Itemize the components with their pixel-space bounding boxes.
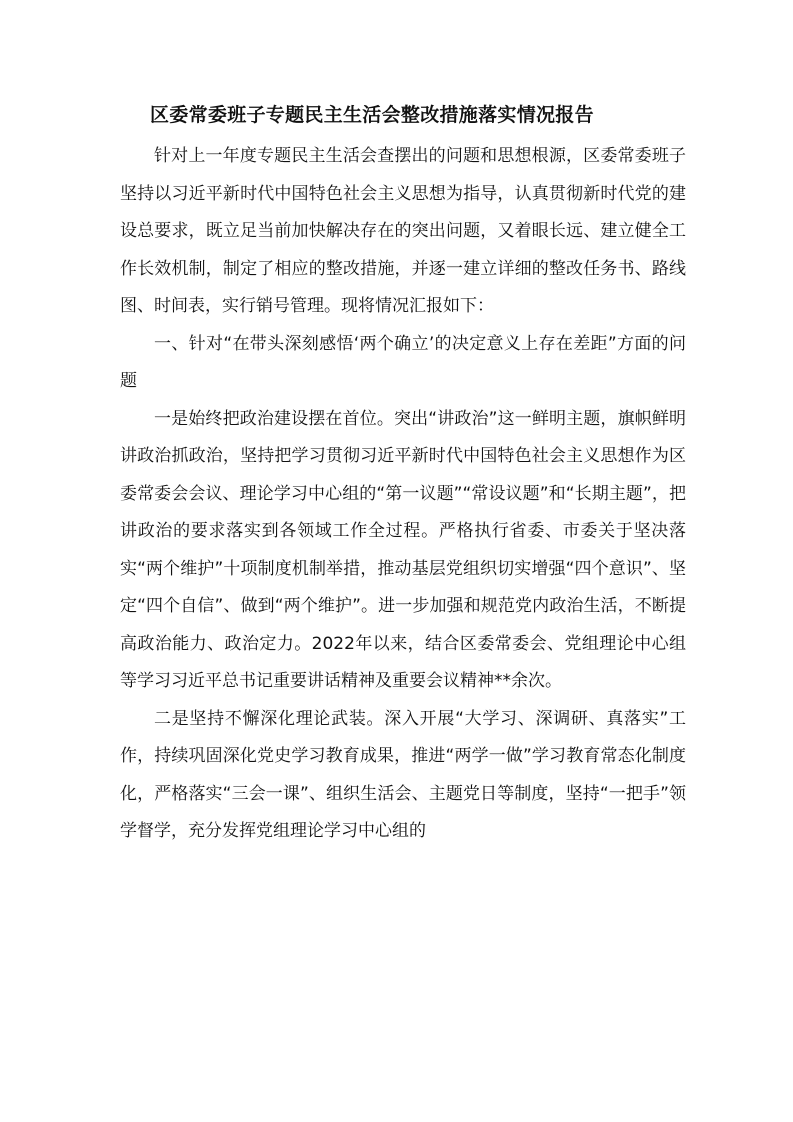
intro-paragraph: 针对上一年度专题民主生活会查摆出的问题和思想根源，区委常委班子坚持以习近平新时代中国特色社会主义思想为指导，认真贯彻新时代党的建设总要求，既立足当前加快解决存在的突出问题，又着眼长远、建立健全工作长效机制，制定了相应的整改措施，并逐一建立详细的整改任务书、路线图、时间表，实行销号管理。现将情况汇报如下： xyxy=(120,146,686,316)
document-title: 区委常委班子专题民主生活会整改措施落实情况报告 xyxy=(150,104,594,126)
document-body xyxy=(120,138,686,851)
paragraph-theory-study: 二是坚持不懈深化理论武装。深入开展“大学习、深调研、真落实”工作，持续巩固深化党史学习教育成果，推进“两学一做”学习教育常态化制度化，严格落实“三会一课”、组织生活会、主题党日等制度，坚持“一把手”领学督学，充分发挥党组理论学习中心组的 xyxy=(120,708,686,841)
section-heading-1: 一、针对“在带头深刻感悟‘两个确立’的决定意义上存在差距”方面的问题 xyxy=(120,333,686,391)
paragraph-political-building: 一是始终把政治建设摆在首位。突出“讲政治”这一鲜明主题，旗帜鲜明讲政治抓政治，坚持把学习贯彻习近平新时代中国特色社会主义思想作为区委常委会会议、理论学习中心组的“第一议题”“常设议题”和“长期主题”，把讲政治的要求落实到各领域工作全过程。严格执行省委、市委关于坚决落实“两个维护”十项制度机制举措，推动基层党组织切实增强“四个意识”、坚定“四个自信”、做到“两个维护”。进一步加强和规范党内政治生活，不断提高政治能力、政治定力。2022年以来，结合区委常委会、党组理论中心组等学习习近平总书记重要讲话精神及重要会议精神**余次。 xyxy=(120,408,686,691)
